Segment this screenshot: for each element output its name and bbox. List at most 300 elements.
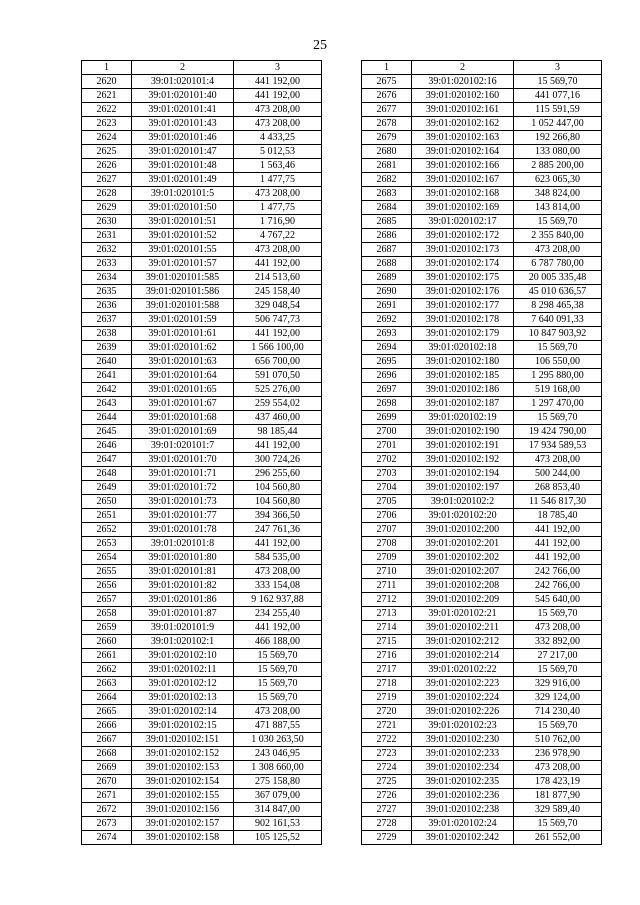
cadastral-value: 473 208,00 [514,453,602,467]
cadastral-number: 39:01:020102:200 [412,523,514,537]
table-row [82,397,322,411]
table-row [362,593,602,607]
table-row [82,803,322,817]
row-number: 2720 [362,705,412,719]
row-number: 2703 [362,467,412,481]
cadastral-number: 39:01:020102:186 [412,383,514,397]
table-row [82,327,322,341]
table-row [82,733,322,747]
table-row [82,131,322,145]
table-row [82,215,322,229]
row-number: 2692 [362,313,412,327]
cadastral-value: 10 847 903,92 [514,327,602,341]
table-row [362,215,602,229]
table-row [82,607,322,621]
page-number: 25 [313,38,327,53]
row-number: 2723 [362,747,412,761]
table-row [82,831,322,845]
cadastral-value: 15 569,70 [234,677,322,691]
row-number: 2642 [82,383,132,397]
table-row [82,271,322,285]
cadastral-value: 441 192,00 [514,551,602,565]
cadastral-number: 39:01:020101:64 [132,369,234,383]
cadastral-value: 714 230,40 [514,705,602,719]
cadastral-number: 39:01:020102:10 [132,649,234,663]
row-number: 2675 [362,75,412,89]
cadastral-number: 39:01:020102:152 [132,747,234,761]
table-row [362,341,602,355]
row-number: 2684 [362,201,412,215]
cadastral-value: 234 255,40 [234,607,322,621]
row-number: 2682 [362,173,412,187]
row-number: 2722 [362,733,412,747]
row-number: 2622 [82,103,132,117]
table-row [82,103,322,117]
cadastral-value: 329 124,00 [514,691,602,705]
row-number: 2665 [82,705,132,719]
cadastral-value: 9 162 937,88 [234,593,322,607]
table-row [362,201,602,215]
cadastral-number: 39:01:020102:168 [412,187,514,201]
row-number: 2664 [82,691,132,705]
left-table-body [82,75,322,845]
cadastral-number: 39:01:020102:15 [132,719,234,733]
column-header-3: 3 [514,61,602,75]
table-row [82,439,322,453]
row-number: 2653 [82,537,132,551]
cadastral-value: 441 192,00 [514,537,602,551]
table-row [82,159,322,173]
cadastral-number: 39:01:020101:585 [132,271,234,285]
cadastral-number: 39:01:020102:174 [412,257,514,271]
cadastral-value: 473 208,00 [234,103,322,117]
cadastral-value: 104 560,80 [234,495,322,509]
cadastral-number: 39:01:020102:13 [132,691,234,705]
cadastral-value: 300 724,26 [234,453,322,467]
cadastral-number: 39:01:020101:8 [132,537,234,551]
cadastral-value: 441 192,00 [234,621,322,635]
table-row [82,677,322,691]
cadastral-value: 106 550,00 [514,355,602,369]
cadastral-number: 39:01:020101:82 [132,579,234,593]
row-number: 2624 [82,131,132,145]
table-row [362,355,602,369]
table-row [82,747,322,761]
cadastral-number: 39:01:020102:242 [412,831,514,845]
cadastral-number: 39:01:020102:178 [412,313,514,327]
cadastral-number: 39:01:020102:156 [132,803,234,817]
cadastral-number: 39:01:020101:586 [132,285,234,299]
row-number: 2724 [362,761,412,775]
cadastral-number: 39:01:020102:169 [412,201,514,215]
row-number: 2677 [362,103,412,117]
cadastral-number: 39:01:020102:162 [412,117,514,131]
table-row [82,187,322,201]
cadastral-value: 8 298 465,38 [514,299,602,313]
table-row [82,383,322,397]
cadastral-value: 519 168,00 [514,383,602,397]
row-number: 2712 [362,593,412,607]
row-number: 2656 [82,579,132,593]
right-table-header-row [362,61,602,75]
row-number: 2645 [82,425,132,439]
row-number: 2689 [362,271,412,285]
cadastral-value: 473 208,00 [234,705,322,719]
row-number: 2681 [362,159,412,173]
row-number: 2634 [82,271,132,285]
row-number: 2690 [362,285,412,299]
table-row [362,173,602,187]
row-number: 2666 [82,719,132,733]
cadastral-value: 15 569,70 [514,75,602,89]
table-row [82,509,322,523]
cadastral-number: 39:01:020101:71 [132,467,234,481]
cadastral-value: 471 887,55 [234,719,322,733]
cadastral-number: 39:01:020101:63 [132,355,234,369]
row-number: 2679 [362,131,412,145]
table-row [362,789,602,803]
table-row [362,103,602,117]
row-number: 2659 [82,621,132,635]
table-row [82,593,322,607]
table-row [362,495,602,509]
cadastral-value: 441 192,00 [234,537,322,551]
table-row [82,565,322,579]
cadastral-value: 500 244,00 [514,467,602,481]
row-number: 2683 [362,187,412,201]
cadastral-value: 7 640 091,33 [514,313,602,327]
row-number: 2667 [82,733,132,747]
table-row [82,775,322,789]
row-number: 2714 [362,621,412,635]
row-number: 2701 [362,439,412,453]
table-row [82,481,322,495]
cadastral-value: 591 070,50 [234,369,322,383]
table-row [362,705,602,719]
table-row [82,285,322,299]
row-number: 2680 [362,145,412,159]
table-row [82,201,322,215]
row-number: 2625 [82,145,132,159]
table-row [362,509,602,523]
row-number: 2695 [362,355,412,369]
row-number: 2717 [362,663,412,677]
row-number: 2620 [82,75,132,89]
cadastral-number: 39:01:020101:62 [132,341,234,355]
cadastral-value: 15 569,70 [514,411,602,425]
cadastral-number: 39:01:020102:230 [412,733,514,747]
cadastral-value: 214 513,60 [234,271,322,285]
row-number: 2729 [362,831,412,845]
cadastral-value: 27 217,00 [514,649,602,663]
cadastral-value: 348 824,00 [514,187,602,201]
cadastral-number: 39:01:020101:55 [132,243,234,257]
cadastral-value: 236 978,90 [514,747,602,761]
table-row [82,467,322,481]
row-number: 2632 [82,243,132,257]
row-number: 2691 [362,299,412,313]
cadastral-number: 39:01:020102:197 [412,481,514,495]
cadastral-number: 39:01:020102:235 [412,775,514,789]
row-number: 2623 [82,117,132,131]
cadastral-number: 39:01:020102:180 [412,355,514,369]
cadastral-value: 510 762,00 [514,733,602,747]
cadastral-number: 39:01:020102:166 [412,159,514,173]
row-number: 2711 [362,579,412,593]
cadastral-value: 332 892,00 [514,635,602,649]
cadastral-number: 39:01:020102:175 [412,271,514,285]
cadastral-number: 39:01:020102:226 [412,705,514,719]
cadastral-value: 105 125,52 [234,831,322,845]
row-number: 2707 [362,523,412,537]
table-row [82,663,322,677]
table-row [362,607,602,621]
row-number: 2628 [82,187,132,201]
cadastral-number: 39:01:020102:161 [412,103,514,117]
row-number: 2718 [362,677,412,691]
row-number: 2649 [82,481,132,495]
right-table [361,60,602,845]
table-row [362,159,602,173]
table-row [362,803,602,817]
cadastral-value: 243 046,95 [234,747,322,761]
row-number: 2658 [82,607,132,621]
row-number: 2641 [82,369,132,383]
cadastral-value: 5 012,53 [234,145,322,159]
table-row [362,761,602,775]
cadastral-number: 39:01:020101:7 [132,439,234,453]
cadastral-value: 656 700,00 [234,355,322,369]
cadastral-number: 39:01:020102:24 [412,817,514,831]
cadastral-number: 39:01:020101:51 [132,215,234,229]
table-row [362,75,602,89]
cadastral-number: 39:01:020101:41 [132,103,234,117]
row-number: 2699 [362,411,412,425]
cadastral-number: 39:01:020102:173 [412,243,514,257]
cadastral-number: 39:01:020101:48 [132,159,234,173]
cadastral-number: 39:01:020102:17 [412,215,514,229]
cadastral-value: 15 569,70 [514,215,602,229]
cadastral-number: 39:01:020101:77 [132,509,234,523]
row-number: 2662 [82,663,132,677]
table-row [82,355,322,369]
table-row [82,621,322,635]
table-row [362,523,602,537]
table-row [82,551,322,565]
cadastral-number: 39:01:020102:211 [412,621,514,635]
table-row [82,691,322,705]
row-number: 2640 [82,355,132,369]
column-header-2: 2 [132,61,234,75]
row-number: 2655 [82,565,132,579]
row-number: 2726 [362,789,412,803]
cadastral-value: 473 208,00 [514,761,602,775]
table-row [362,313,602,327]
row-number: 2651 [82,509,132,523]
cadastral-value: 623 065,30 [514,173,602,187]
cadastral-number: 39:01:020101:59 [132,313,234,327]
cadastral-value: 4 433,25 [234,131,322,145]
cadastral-number: 39:01:020102:157 [132,817,234,831]
cadastral-value: 18 785,40 [514,509,602,523]
cadastral-number: 39:01:020102:163 [412,131,514,145]
cadastral-value: 441 192,00 [514,523,602,537]
cadastral-value: 242 766,00 [514,565,602,579]
table-row [82,523,322,537]
cadastral-number: 39:01:020102:233 [412,747,514,761]
right-table-body [362,75,602,845]
column-header-1: 1 [82,61,132,75]
table-row [82,89,322,103]
cadastral-value: 394 366,50 [234,509,322,523]
cadastral-value: 1 566 100,00 [234,341,322,355]
cadastral-value: 268 853,40 [514,481,602,495]
cadastral-value: 4 767,22 [234,229,322,243]
table-row [362,411,602,425]
cadastral-number: 39:01:020101:70 [132,453,234,467]
cadastral-value: 245 158,40 [234,285,322,299]
table-row [82,425,322,439]
cadastral-number: 39:01:020102:223 [412,677,514,691]
table-row [362,649,602,663]
table-row [362,397,602,411]
table-row [82,537,322,551]
table-row [82,257,322,271]
cadastral-number: 39:01:020102:172 [412,229,514,243]
row-number: 2698 [362,397,412,411]
cadastral-number: 39:01:020102:207 [412,565,514,579]
cadastral-value: 1 052 447,00 [514,117,602,131]
cadastral-number: 39:01:020102:167 [412,173,514,187]
cadastral-number: 39:01:020102:238 [412,803,514,817]
cadastral-value: 473 208,00 [234,187,322,201]
cadastral-number: 39:01:020102:214 [412,649,514,663]
table-row [362,131,602,145]
table-row [82,761,322,775]
table-row [82,75,322,89]
cadastral-value: 329 048,54 [234,299,322,313]
row-number: 2630 [82,215,132,229]
cadastral-number: 39:01:020101:72 [132,481,234,495]
row-number: 2721 [362,719,412,733]
table-row [362,439,602,453]
cadastral-number: 39:01:020102:18 [412,341,514,355]
cadastral-number: 39:01:020101:67 [132,397,234,411]
column-header-1: 1 [362,61,412,75]
row-number: 2663 [82,677,132,691]
row-number: 2710 [362,565,412,579]
table-row [82,369,322,383]
row-number: 2643 [82,397,132,411]
row-number: 2700 [362,425,412,439]
cadastral-value: 143 814,00 [514,201,602,215]
cadastral-value: 1 477,75 [234,201,322,215]
cadastral-number: 39:01:020101:588 [132,299,234,313]
cadastral-value: 261 552,00 [514,831,602,845]
table-row [82,579,322,593]
row-number: 2652 [82,523,132,537]
table-row [362,719,602,733]
cadastral-value: 133 080,00 [514,145,602,159]
table-row [362,425,602,439]
cadastral-value: 1 563,46 [234,159,322,173]
cadastral-number: 39:01:020102:212 [412,635,514,649]
table-row [362,635,602,649]
cadastral-value: 473 208,00 [234,117,322,131]
cadastral-value: 15 569,70 [234,649,322,663]
cadastral-value: 1 477,75 [234,173,322,187]
row-number: 2646 [82,439,132,453]
row-number: 2725 [362,775,412,789]
cadastral-value: 1 308 660,00 [234,761,322,775]
table-row [82,705,322,719]
cadastral-value: 441 192,00 [234,439,322,453]
cadastral-value: 15 569,70 [514,663,602,677]
row-number: 2678 [362,117,412,131]
row-number: 2647 [82,453,132,467]
cadastral-value: 192 266,80 [514,131,602,145]
cadastral-value: 15 569,70 [514,817,602,831]
left-table [81,60,322,845]
table-row [362,733,602,747]
row-number: 2648 [82,467,132,481]
cadastral-value: 17 934 589,53 [514,439,602,453]
table-row [362,327,602,341]
cadastral-number: 39:01:020102:190 [412,425,514,439]
cadastral-number: 39:01:020101:80 [132,551,234,565]
table-row [362,453,602,467]
cadastral-number: 39:01:020101:86 [132,593,234,607]
cadastral-number: 39:01:020101:5 [132,187,234,201]
row-number: 2704 [362,481,412,495]
table-row [82,817,322,831]
cadastral-value: 296 255,60 [234,467,322,481]
table-row [82,299,322,313]
cadastral-value: 15 569,70 [514,719,602,733]
table-row [82,411,322,425]
cadastral-value: 15 569,70 [234,691,322,705]
table-row [362,187,602,201]
cadastral-number: 39:01:020101:9 [132,621,234,635]
row-number: 2638 [82,327,132,341]
row-number: 2715 [362,635,412,649]
cadastral-number: 39:01:020101:46 [132,131,234,145]
table-row [82,719,322,733]
row-number: 2668 [82,747,132,761]
cadastral-number: 39:01:020102:2 [412,495,514,509]
row-number: 2661 [82,649,132,663]
row-number: 2727 [362,803,412,817]
cadastral-number: 39:01:020102:153 [132,761,234,775]
cadastral-number: 39:01:020101:87 [132,607,234,621]
row-number: 2633 [82,257,132,271]
table-row [362,775,602,789]
cadastral-number: 39:01:020101:65 [132,383,234,397]
row-number: 2674 [82,831,132,845]
cadastral-value: 329 589,40 [514,803,602,817]
table-row [362,817,602,831]
row-number: 2621 [82,89,132,103]
row-number: 2728 [362,817,412,831]
cadastral-value: 11 546 817,30 [514,495,602,509]
row-number: 2685 [362,215,412,229]
table-row [362,285,602,299]
row-number: 2635 [82,285,132,299]
cadastral-value: 104 560,80 [234,481,322,495]
cadastral-number: 39:01:020102:179 [412,327,514,341]
cadastral-number: 39:01:020102:201 [412,537,514,551]
table-row [82,341,322,355]
